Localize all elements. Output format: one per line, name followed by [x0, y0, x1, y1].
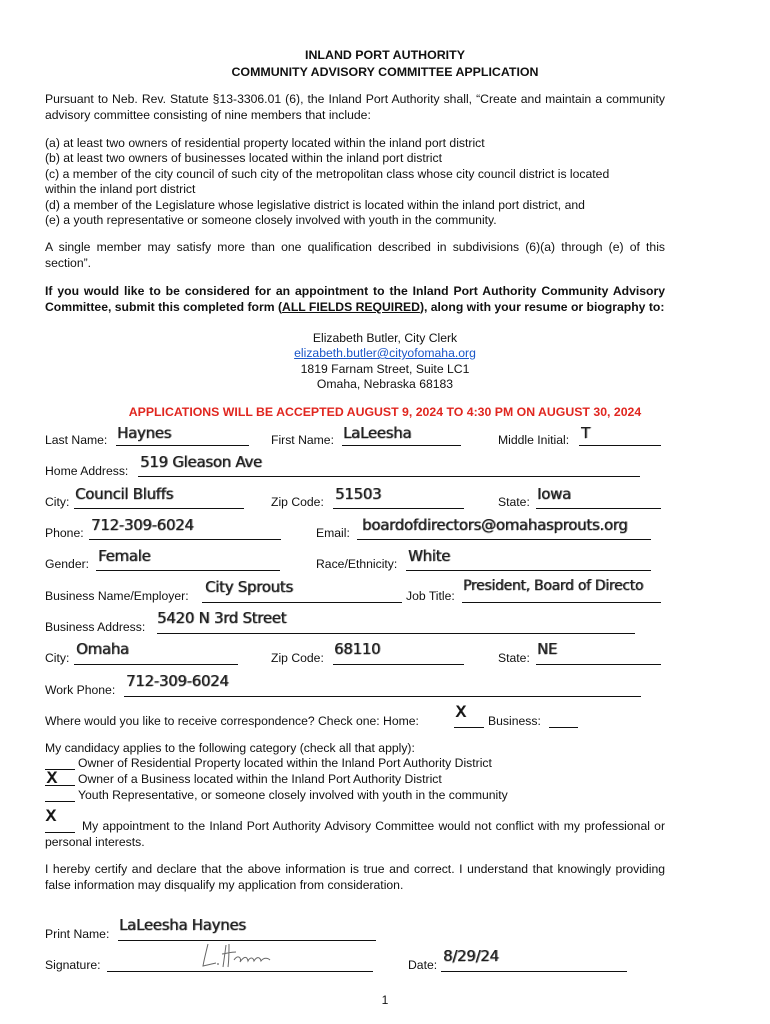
business-checkbox[interactable]: [549, 727, 578, 728]
contact-email-link[interactable]: elizabeth.butler@cityofomaha.org: [294, 346, 476, 360]
job-title-value: President, Board of Directo: [463, 578, 644, 594]
city-value: Council Bluffs: [75, 485, 174, 503]
business-name-value: City Sprouts: [205, 578, 293, 596]
state-field[interactable]: [536, 508, 661, 509]
first-name-label: First Name:: [271, 433, 334, 447]
work-phone-label: Work Phone:: [45, 683, 116, 697]
state-value: Iowa: [537, 485, 571, 503]
criteria-item: (c) a member of the city council of such city of the metropolitan class whose city council district is located: [45, 167, 610, 181]
gender-field[interactable]: [96, 570, 280, 571]
date-value: 8/29/24: [443, 947, 499, 965]
business-state-value: NE: [537, 640, 558, 658]
business-owner-label: Owner of a Business located within the Inland Port Authority District: [78, 772, 442, 786]
required-note: ALL FIELDS REQUIRED: [282, 299, 420, 314]
work-phone-field[interactable]: [124, 696, 641, 697]
intro-paragraph: Pursuant to Neb. Rev. Statute §13-3306.01 (6), the Inland Port Authority shall, “Create and maintain a community advisory committee consisting of nine members that include:: [45, 92, 665, 122]
business-address-value: 5420 N 3rd Street: [157, 609, 287, 627]
business-owner-mark: X: [46, 768, 57, 787]
phone-label: Phone:: [45, 526, 84, 540]
criteria-item: (e) a youth representative or someone closely involved with youth in the community.: [45, 213, 497, 227]
business-address-field[interactable]: [157, 633, 635, 634]
certification-statement: I hereby certify and declare that the above information is true and correct. I understand that knowingly providing false information may disqualify my application from consideration.: [45, 862, 665, 892]
submission-instruction: If you would like to be considered for an appointment to the Inland Port Authority Community Advisory Committee, submit this completed form (ALL FIELDS REQUIRED), along with your resume or biography to:: [45, 284, 665, 314]
home-address-value: 519 Gleason Ave: [140, 453, 262, 471]
correspondence-label: Where would you like to receive correspondence? Check one: Home:: [45, 714, 419, 728]
work-phone-value: 712-309-6024: [126, 672, 229, 690]
phone-value: 712-309-6024: [91, 516, 194, 534]
criteria-item: (b) at least two owners of businesses located within the inland port district: [45, 151, 442, 165]
home-checkbox[interactable]: [454, 727, 484, 728]
first-name-field[interactable]: [342, 445, 461, 446]
print-name-label: Print Name:: [45, 927, 110, 941]
zip-value: 51503: [335, 485, 382, 503]
criteria-item: (d) a member of the Legislature whose legislative district is located within the inland port district, and: [45, 198, 585, 212]
business-state-field[interactable]: [536, 664, 661, 665]
business-state-label: State:: [498, 651, 530, 665]
first-name-value: LaLeesha: [343, 424, 412, 442]
middle-initial-value: T: [581, 424, 590, 442]
page-number: 1: [381, 993, 389, 1007]
single-member-note: A single member may satisfy more than one qualification described in subdivisions (6)(a) through (e) of this section”.: [45, 240, 665, 270]
signature-label: Signature:: [45, 958, 101, 972]
phone-field[interactable]: [89, 539, 281, 540]
contact-email-row: [0, 346, 770, 362]
last-name-label: Last Name:: [45, 433, 108, 447]
business-city-label: City:: [45, 651, 70, 665]
middle-initial-label: Middle Initial:: [498, 433, 570, 447]
business-zip-value: 68110: [334, 640, 381, 658]
business-address-label: Business Address:: [45, 620, 146, 634]
contact-street: 1819 Farnam Street, Suite LC1: [300, 362, 470, 376]
email-label: Email:: [316, 526, 350, 540]
email-value: boardofdirectors@omahasprouts.org: [362, 516, 628, 534]
deadline-banner: APPLICATIONS WILL BE ACCEPTED AUGUST 9, 2024 TO 4:30 PM ON AUGUST 30, 2024: [128, 405, 642, 419]
gender-label: Gender:: [45, 557, 90, 571]
business-zip-label: Zip Code:: [271, 651, 324, 665]
print-name-value: LaLeesha Haynes: [119, 916, 246, 934]
youth-rep-checkbox[interactable]: [45, 801, 75, 802]
home-address-field[interactable]: [138, 476, 640, 477]
state-label: State:: [498, 495, 530, 509]
last-name-field[interactable]: [116, 445, 249, 446]
date-label: Date:: [408, 958, 438, 972]
contact-name: Elizabeth Butler, City Clerk: [312, 331, 458, 345]
date-field[interactable]: [441, 971, 627, 972]
race-value: White: [408, 547, 451, 565]
middle-initial-field[interactable]: [579, 445, 661, 446]
conflict-statement: My appointment to the Inland Port Authority Advisory Committee would not conflict with my professional or personal interests.: [45, 819, 665, 849]
business-city-field[interactable]: [74, 664, 238, 665]
email-field[interactable]: [357, 539, 651, 540]
race-field[interactable]: [406, 570, 651, 571]
conflict-mark: X: [45, 806, 56, 825]
race-label: Race/Ethnicity:: [316, 557, 398, 571]
gender-value: Female: [98, 547, 151, 565]
city-label: City:: [45, 495, 70, 509]
business-city-value: Omaha: [76, 640, 129, 658]
contact-city: Omaha, Nebraska 68183: [316, 377, 454, 391]
business-zip-field[interactable]: [333, 664, 464, 665]
business-name-field[interactable]: [202, 602, 402, 603]
criteria-item: (a) at least two owners of residential property located within the inland port district: [45, 136, 485, 150]
org-heading: INLAND PORT AUTHORITY: [305, 48, 465, 62]
signature-field[interactable]: [107, 971, 373, 972]
business-correspondence-label: Business:: [488, 714, 541, 728]
candidacy-intro: My candidacy applies to the following category (check all that apply):: [45, 741, 415, 755]
youth-rep-label: Youth Representative, or someone closely involved with youth in the community: [78, 788, 508, 802]
home-check-mark: X: [455, 702, 466, 721]
home-address-label: Home Address:: [45, 464, 129, 478]
last-name-value: Haynes: [117, 424, 172, 442]
signature-image: [198, 940, 280, 970]
zip-field[interactable]: [333, 508, 464, 509]
job-title-label: Job Title:: [406, 589, 455, 603]
criteria-item: within the inland port district: [45, 182, 196, 196]
form-title: COMMUNITY ADVISORY COMMITTEE APPLICATION: [231, 65, 539, 79]
business-name-label: Business Name/Employer:: [45, 589, 189, 603]
city-field[interactable]: [74, 508, 244, 509]
zip-label: Zip Code:: [271, 495, 324, 509]
residential-owner-label: Owner of Residential Property located within the Inland Port Authority District: [78, 756, 492, 770]
job-title-field[interactable]: [462, 602, 661, 603]
